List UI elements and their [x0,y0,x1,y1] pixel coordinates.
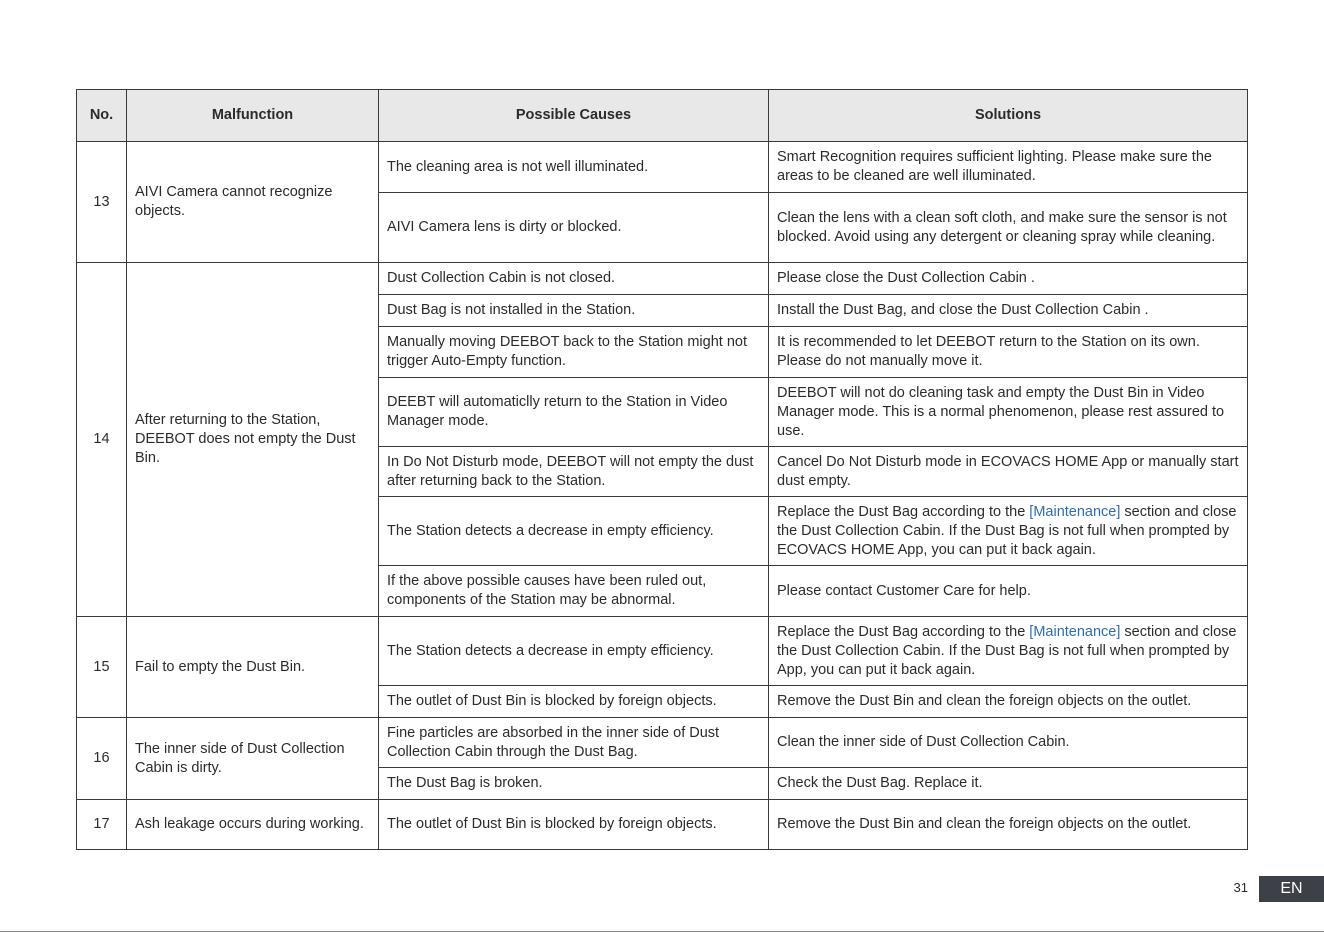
solution-text: Replace the Dust Bag according to the [777,623,1030,640]
possible-cause: DEEBT will automaticlly return to the Station in Video Manager mode. [379,378,769,447]
possible-cause: The outlet of Dust Bin is blocked by foreign objects. [379,686,769,718]
possible-cause: AIVI Camera lens is dirty or blocked. [379,193,769,263]
solution: Remove the Dust Bin and clean the foreign objects on the outlet. [769,800,1248,850]
possible-cause: Fine particles are absorbed in the inner side of Dust Collection Cabin through the Dust Bag. [379,718,769,768]
table-row [77,142,1248,193]
possible-cause: Manually moving DEEBOT back to the Station might not trigger Auto-Empty function. [379,327,769,378]
malfunction-number: 13 [77,142,127,263]
table-row [77,800,1248,850]
possible-cause: In Do Not Disturb mode, DEEBOT will not empty the dust after returning back to the Station. [379,447,769,497]
possible-cause: The cleaning area is not well illuminated. [379,142,769,193]
maintenance-link[interactable]: [Maintenance] [1029,623,1121,640]
solution: Please contact Customer Care for help. [769,566,1248,617]
table-row [77,718,1248,768]
malfunction-number: 16 [77,718,127,800]
solution [769,497,1248,566]
solution [769,617,1248,686]
header-no: No. [77,90,127,142]
malfunction-description: Fail to empty the Dust Bin. [127,617,379,718]
malfunction-description: AIVI Camera cannot recognize objects. [127,142,379,263]
malfunction-description: The inner side of Dust Collection Cabin is dirty. [127,718,379,800]
solution: DEEBOT will not do cleaning task and empty the Dust Bin in Video Manager mode. This is a normal phenomenon, please rest assured to use. [769,378,1248,447]
maintenance-link[interactable]: [Maintenance] [1029,503,1121,520]
table-row [77,617,1248,686]
solution: Cancel Do Not Disturb mode in ECOVACS HOME App or manually start dust empty. [769,447,1248,497]
possible-cause: The Station detects a decrease in empty efficiency. [379,497,769,566]
solution-text: section and close the Dust Collection Cabin. If the Dust Bag is not full when prompted by ECOVACS HOME App, you can put it back again. [777,503,1237,558]
malfunction-number: 14 [77,263,127,617]
solution: Clean the lens with a clean soft cloth, and make sure the sensor is not blocked. Avoid using any detergent or cleaning spray while cleaning. [769,193,1248,263]
troubleshooting-table [76,89,1248,850]
solution: Please close the Dust Collection Cabin . [769,263,1248,295]
solution-text: Replace the Dust Bag according to the [777,503,1030,520]
solution: Remove the Dust Bin and clean the foreign objects on the outlet. [769,686,1248,718]
possible-cause: If the above possible causes have been ruled out, components of the Station may be abnormal. [379,566,769,617]
footer-divider [0,931,1324,932]
possible-cause: The outlet of Dust Bin is blocked by foreign objects. [379,800,769,850]
header-solutions: Solutions [769,90,1248,142]
header-malfunction: Malfunction [127,90,379,142]
language-badge: EN [1259,876,1324,902]
table-header-row [77,90,1248,142]
possible-cause: The Station detects a decrease in empty efficiency. [379,617,769,686]
page-number: 31 [1233,880,1248,895]
solution-text: section and close the Dust Collection Cabin. If the Dust Bag is not full when prompted by App, you can put it back again. [777,623,1237,678]
header-possible-causes: Possible Causes [379,90,769,142]
solution: Install the Dust Bag, and close the Dust Collection Cabin . [769,295,1248,327]
malfunction-number: 17 [77,800,127,850]
malfunction-number: 15 [77,617,127,718]
solution: Check the Dust Bag. Replace it. [769,768,1248,800]
malfunction-description: Ash leakage occurs during working. [127,800,379,850]
possible-cause: The Dust Bag is broken. [379,768,769,800]
possible-cause: Dust Collection Cabin is not closed. [379,263,769,295]
solution: It is recommended to let DEEBOT return to the Station on its own. Please do not manually move it. [769,327,1248,378]
malfunction-description: After returning to the Station, DEEBOT does not empty the Dust Bin. [127,263,379,617]
solution: Clean the inner side of Dust Collection Cabin. [769,718,1248,768]
solution: Smart Recognition requires sufficient lighting. Please make sure the areas to be cleaned are well illuminated. [769,142,1248,193]
possible-cause: Dust Bag is not installed in the Station. [379,295,769,327]
table-row [77,263,1248,295]
